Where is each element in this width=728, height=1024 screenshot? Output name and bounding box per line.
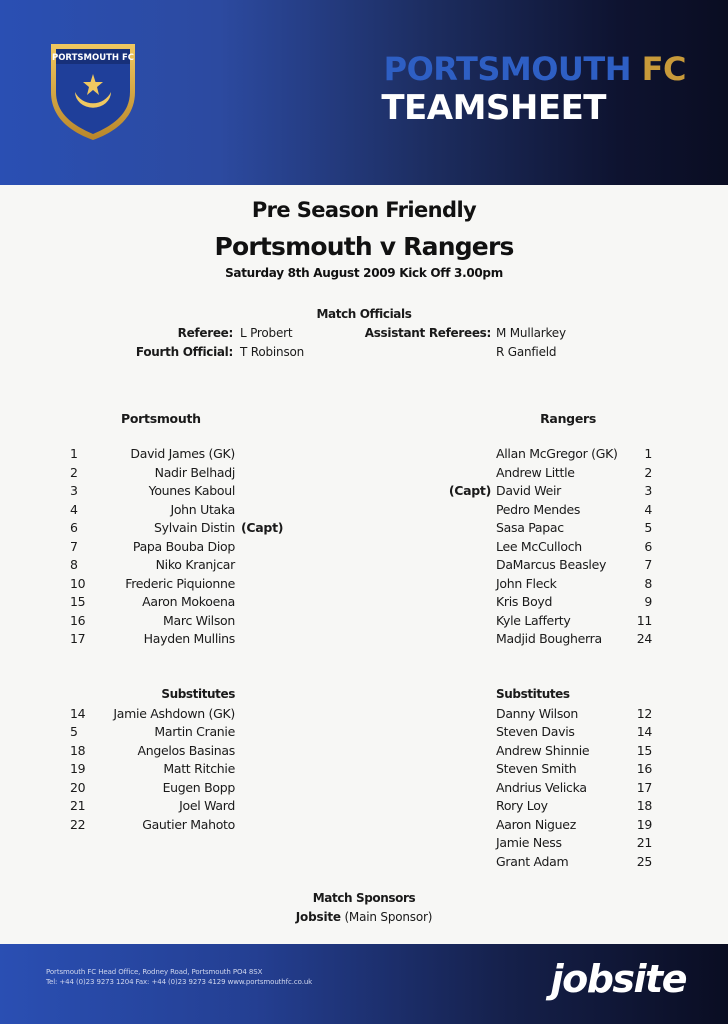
main-sponsor-name: Jobsite: [295, 910, 341, 924]
player-number: 22: [70, 817, 86, 832]
player-number: 2: [70, 465, 78, 480]
player-name: Jamie Ness: [496, 835, 562, 850]
player-number: 15: [636, 743, 652, 758]
brand-name: PORTSMOUTH: [383, 50, 632, 88]
player-name: Matt Ritchie: [163, 761, 235, 776]
player-name: Martin Cranie: [154, 724, 235, 739]
player-number: 6: [70, 520, 78, 535]
player-number: 19: [636, 817, 652, 832]
footer-address: Portsmouth FC Head Office, Rodney Road, Portsmouth PO4 8SX: [46, 968, 263, 976]
player-number: 4: [644, 502, 652, 517]
player-name: Papa Bouba Diop: [132, 539, 235, 554]
jobsite-logo: jobsite: [550, 957, 686, 1001]
referee-value: L Probert: [240, 326, 293, 340]
player-number: 14: [70, 706, 86, 721]
player-name: Danny Wilson: [496, 706, 579, 721]
away-player-row: [0, 539, 728, 558]
player-number: 1: [644, 446, 652, 461]
away-sub-row: [0, 724, 728, 743]
player-name: Gautier Mahoto: [142, 817, 235, 832]
away-player-row: [0, 631, 728, 650]
player-name: Joel Ward: [179, 798, 235, 813]
captain-marker: (Capt): [241, 520, 284, 535]
assistant-referees-label: Assistant Referees:: [364, 326, 491, 340]
player-name: Andrius Velicka: [496, 780, 587, 795]
teamsheet-title: TEAMSHEET: [381, 88, 606, 128]
away-player-row: [0, 483, 728, 502]
player-name: Hayden Mullins: [143, 631, 235, 646]
player-number: 10: [70, 576, 86, 591]
player-name: Jamie Ashdown (GK): [113, 706, 235, 721]
brand-title: [384, 50, 686, 88]
away-player-row: [0, 465, 728, 484]
player-number: 24: [636, 631, 652, 646]
player-number: 8: [70, 557, 78, 572]
away-subs-heading: Substitutes: [496, 687, 570, 701]
away-player-row: [0, 446, 728, 465]
away-sub-row: [0, 817, 728, 836]
player-name: Rory Loy: [496, 798, 548, 813]
player-number: 2: [644, 465, 652, 480]
away-sub-row: [0, 761, 728, 780]
player-name: Frederic Piquionne: [125, 576, 235, 591]
player-number: 17: [636, 780, 652, 795]
player-number: 21: [636, 835, 652, 850]
player-name: Steven Smith: [496, 761, 577, 776]
player-number: 17: [70, 631, 86, 646]
away-sub-row: [0, 780, 728, 799]
player-number: 16: [636, 761, 652, 776]
player-number: 12: [636, 706, 652, 721]
player-name: Kris Boyd: [496, 594, 553, 609]
player-number: 5: [70, 724, 78, 739]
away-player-row: [0, 557, 728, 576]
player-name: David James (GK): [130, 446, 235, 461]
player-number: 5: [644, 520, 652, 535]
player-name: Grant Adam: [496, 854, 569, 869]
player-name: Sylvain Distin: [154, 520, 235, 535]
player-name: Steven Davis: [496, 724, 575, 739]
player-name: Pedro Mendes: [496, 502, 581, 517]
home-team-heading: Portsmouth: [121, 411, 201, 426]
match-fixture: Portsmouth v Rangers: [214, 232, 514, 261]
player-number: 1: [70, 446, 78, 461]
match-datetime: Saturday 8th August 2009 Kick Off 3.00pm: [225, 266, 503, 280]
portsmouth-crest-logo: [45, 40, 141, 142]
player-name: Madjid Bougherra: [496, 631, 602, 646]
away-sub-row: [0, 798, 728, 817]
brand-fc: FC: [641, 50, 686, 88]
sponsors-line: [0, 910, 728, 924]
away-player-row: [0, 576, 728, 595]
player-name: Younes Kaboul: [148, 483, 235, 498]
officials-heading: Match Officials: [316, 307, 412, 321]
player-name: Lee McCulloch: [496, 539, 582, 554]
player-number: 15: [70, 594, 86, 609]
player-number: 18: [70, 743, 86, 758]
player-number: 21: [70, 798, 86, 813]
player-name: Andrew Little: [496, 465, 575, 480]
match-type: Pre Season Friendly: [251, 198, 477, 222]
player-name: Niko Kranjcar: [155, 557, 235, 572]
referee-label: Referee:: [177, 326, 233, 340]
player-number: 9: [644, 594, 652, 609]
player-name: Kyle Lafferty: [496, 613, 571, 628]
main-sponsor-note: (Main Sponsor): [344, 910, 433, 924]
assistant-referee-1: M Mullarkey: [496, 326, 566, 340]
player-number: 25: [636, 854, 652, 869]
player-name: Aaron Niguez: [496, 817, 576, 832]
player-name: Angelos Basinas: [137, 743, 235, 758]
player-number: 4: [70, 502, 78, 517]
away-team-heading: Rangers: [540, 411, 596, 426]
player-name: Sasa Papac: [496, 520, 564, 535]
footer-contact: [46, 967, 312, 987]
player-name: Allan McGregor (GK): [496, 446, 618, 461]
player-name: John Fleck: [496, 576, 557, 591]
player-name: Andrew Shinnie: [496, 743, 590, 758]
player-name: Eugen Bopp: [162, 780, 235, 795]
away-sub-row: [0, 706, 728, 725]
away-sub-row: [0, 835, 728, 854]
player-number: 8: [644, 576, 652, 591]
player-number: 11: [636, 613, 652, 628]
away-player-row: [0, 594, 728, 613]
player-number: 19: [70, 761, 86, 776]
footer-phone-web: Tel: +44 (0)23 9273 1204 Fax: +44 (0)23 9273 4129 www.portsmouthfc.co.uk: [46, 978, 313, 986]
player-number: 6: [644, 539, 652, 554]
fourth-official-label: Fourth Official:: [135, 345, 233, 359]
assistant-referee-2: R Ganfield: [496, 345, 557, 359]
player-number: 20: [70, 780, 86, 795]
sponsors-heading: Match Sponsors: [312, 891, 416, 905]
away-player-row: [0, 613, 728, 632]
player-number: 14: [636, 724, 652, 739]
away-player-row: [0, 502, 728, 521]
player-number: 18: [636, 798, 652, 813]
player-name: Marc Wilson: [163, 613, 235, 628]
player-name: DaMarcus Beasley: [496, 557, 607, 572]
away-sub-row: [0, 854, 728, 873]
player-name: John Utaka: [170, 502, 235, 517]
away-player-row: [0, 520, 728, 539]
away-sub-row: [0, 743, 728, 762]
player-number: 7: [70, 539, 78, 554]
crest-text: PORTSMOUTH FC: [51, 53, 135, 63]
fourth-official-value: T Robinson: [240, 345, 305, 359]
player-name: Aaron Mokoena: [142, 594, 235, 609]
player-name: David Weir: [496, 483, 561, 498]
player-number: 16: [70, 613, 86, 628]
player-number: 3: [644, 483, 652, 498]
player-number: 7: [644, 557, 652, 572]
player-number: 3: [70, 483, 78, 498]
captain-marker: (Capt): [448, 483, 491, 498]
player-name: Nadir Belhadj: [154, 465, 235, 480]
home-subs-heading: Substitutes: [161, 687, 235, 701]
